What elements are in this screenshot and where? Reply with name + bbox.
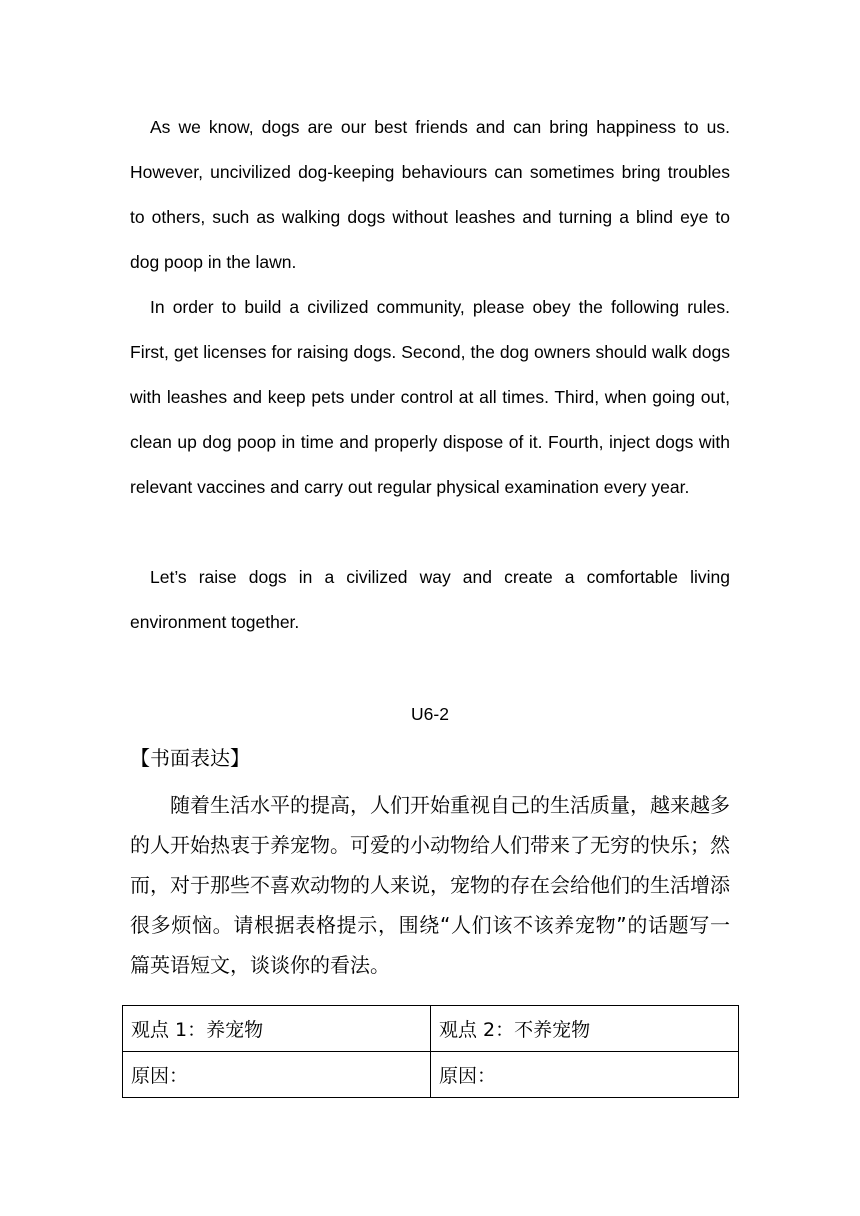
passage-paragraph-3: Let’s raise dogs in a civilized way and create a comfortable living environment together.	[130, 567, 730, 632]
section-heading: 【书面表达】	[130, 746, 250, 770]
table-row	[123, 1006, 739, 1052]
opinion-table	[122, 1005, 739, 1098]
section-title: U6-2	[411, 704, 449, 724]
opinion-1-header: 观点 1：养宠物	[123, 1006, 431, 1052]
opinion-2-header: 观点 2：不养宠物	[431, 1006, 739, 1052]
opinion-1-reason: 原因：	[123, 1052, 431, 1098]
writing-prompt: 随着生活水平的提高，人们开始重视自己的生活质量，越来越多的人开始热衷于养宠物。可爱的小动物给人们带来了无穷的快乐；然而，对于那些不喜欢动物的人来说，宠物的存在会给他们的生活增添很多烦恼。请根据表格提示，围绕“人们该不该养宠物”的话题写一篇英语短文，谈谈你的看法。	[130, 793, 730, 977]
opinion-2-reason: 原因：	[431, 1052, 739, 1098]
passage-paragraph-2: In order to build a civilized community, please obey the following rules. First, get licenses for raising dogs. Second, the dog owners should walk dogs with leashes and keep pets under control at all times. Third, when going out, clean up dog poop in time and properly dispose of it. Fourth, inject dogs with relevant vaccines and carry out regular physical examination every year.	[130, 297, 730, 497]
passage-paragraph-1: As we know, dogs are our best friends and can bring happiness to us. However, uncivilized dog-keeping behaviours can sometimes bring troubles to others, such as walking dogs without leashes and turning a blind eye to dog poop in the lawn.	[130, 117, 730, 272]
table-row	[123, 1052, 739, 1098]
